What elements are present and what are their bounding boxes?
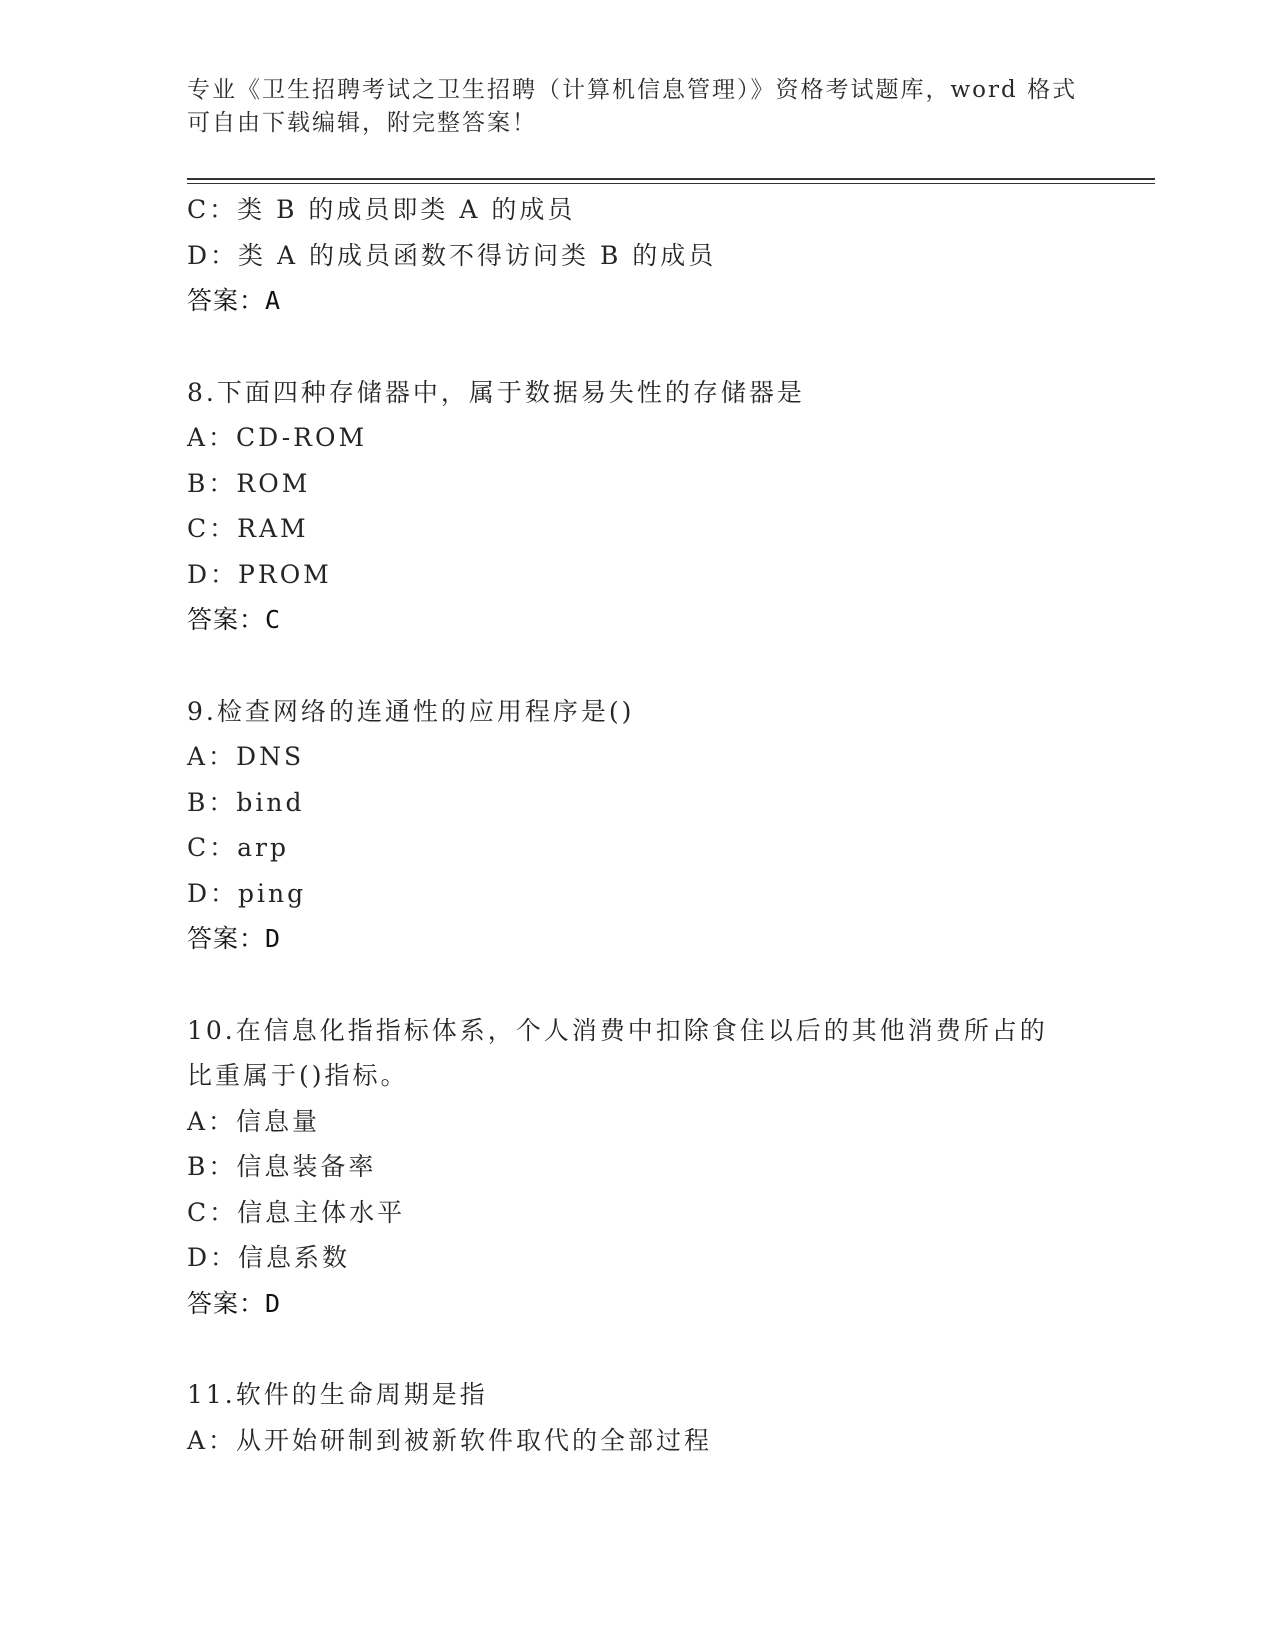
option-c: C：信息主体水平 [187,1197,406,1227]
option-b: B：ROM [187,468,311,498]
answer-label: 答案：A [187,286,282,315]
option-a: A：从开始研制到被新软件取代的全部过程 [187,1425,713,1455]
answer-label: 答案：D [187,924,282,953]
document-header [187,74,1078,140]
option-d: D：ping [187,878,307,908]
question-block-9 [187,689,1087,962]
header-divider-thick [187,178,1155,180]
question-block-11 [187,1372,1087,1463]
option-c: C：RAM [187,514,309,543]
option-a: A：信息量 [187,1106,321,1136]
header-divider-thin [187,183,1155,184]
option-b: B：信息装备率 [187,1152,377,1181]
spacer [187,324,1087,370]
question-block-8 [187,370,1087,643]
question-text-line-1: 10.在信息化指指标体系，个人消费中扣除食住以后的其他消费所占的 [187,1015,1048,1045]
answer-label: 答案：D [187,1288,282,1318]
option-c: C：类 B 的成员即类 A 的成员 [187,195,576,224]
question-text: 11.软件的生命周期是指 [187,1380,488,1409]
option-a: A：CD-ROM [187,423,368,452]
spacer [187,1326,1087,1372]
question-block-7 [187,187,1087,324]
spacer [187,643,1087,689]
question-block-10 [187,1008,1087,1327]
header-line-1: 专业《卫生招聘考试之卫生招聘（计算机信息管理）》资格考试题库，word 格式 [187,77,1078,103]
option-d: D：信息系数 [187,1243,351,1272]
option-b: B：bind [187,787,305,817]
question-text-line-2: 比重属于()指标。 [187,1061,409,1090]
question-text: 8.下面四种存储器中，属于数据易失性的存储器是 [187,377,805,407]
option-a: A：DNS [187,742,305,771]
question-list [187,187,1087,1463]
option-c: C：arp [187,833,289,862]
question-text: 9.检查网络的连通性的应用程序是() [187,696,635,726]
option-d: D：PROM [187,559,332,589]
option-d: D：类 A 的成员函数不得访问类 B 的成员 [187,240,717,270]
answer-label: 答案：C [187,605,282,634]
header-line-2: 可自由下载编辑，附完整答案！ [187,110,537,136]
spacer [187,962,1087,1008]
